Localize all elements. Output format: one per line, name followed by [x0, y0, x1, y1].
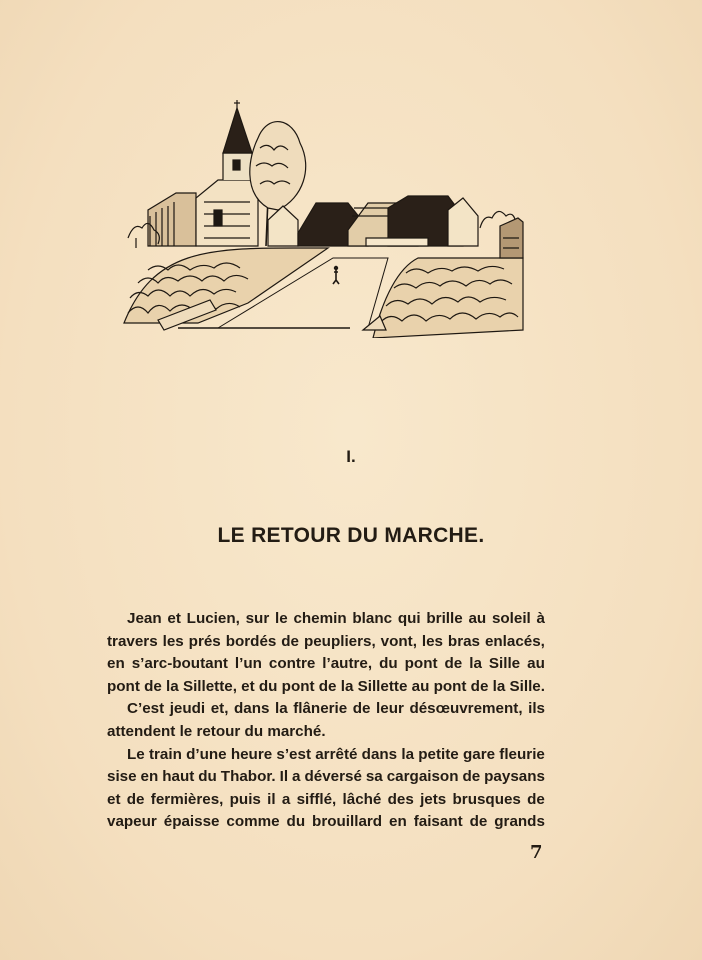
word: épaisse [163, 813, 220, 831]
word: leur [376, 700, 404, 718]
word: bras [447, 632, 481, 650]
word: en [140, 768, 159, 786]
word: puis [229, 790, 261, 808]
word: jeudi [169, 700, 206, 718]
word: travers [107, 632, 158, 650]
word: gare [462, 745, 496, 763]
word: brille [426, 610, 463, 627]
word: brusques [452, 790, 521, 808]
word: Il [279, 768, 289, 786]
word: chemin [293, 610, 347, 627]
word: grands [494, 813, 545, 831]
word: cargaison [386, 768, 459, 786]
word: de [281, 632, 300, 650]
word: peupliers, [303, 632, 376, 650]
word: contre [268, 655, 316, 673]
word: s’arc-boutant [131, 655, 228, 673]
word: pont [404, 655, 438, 673]
word: vont, [380, 632, 417, 650]
chapter-number: I. [346, 447, 356, 466]
word: les [421, 632, 443, 650]
text-line [107, 766, 545, 789]
word: Lucien, [186, 610, 240, 627]
word: brouillard [312, 813, 383, 831]
word: fermières, [150, 790, 224, 808]
word: Jean [127, 610, 162, 627]
word: du [286, 813, 306, 831]
word: la [401, 745, 415, 763]
text-line-content: attendent le retour du marché. [107, 722, 326, 740]
word: arrêté [315, 745, 358, 763]
word: il [267, 790, 276, 808]
word: Le [127, 745, 145, 763]
word: qui [397, 610, 421, 627]
text-line-content: pont de la Sillette, et du pont de la Sillette au pont de la Sille. [107, 677, 545, 695]
word: fleurie [499, 745, 545, 763]
word: Thabor. [220, 768, 276, 786]
word: déversé [304, 768, 362, 786]
chapter-title: LE RETOUR DU MARCHE. [217, 524, 485, 547]
word: C’est [127, 700, 165, 718]
text-line [107, 653, 545, 676]
body-text [107, 608, 545, 834]
word: au [468, 610, 487, 627]
word: flânerie [293, 700, 348, 718]
word: heure [230, 745, 273, 763]
word: l’un [234, 655, 262, 673]
word: et, [210, 700, 229, 718]
word: à [536, 610, 545, 627]
word: et [167, 610, 181, 627]
word: sifflé, [296, 790, 337, 808]
village-church-illustration [118, 98, 530, 338]
word: blanc [352, 610, 393, 627]
word: prés [188, 632, 221, 650]
word: de [444, 655, 463, 673]
word: sise [107, 768, 137, 786]
word: au [527, 655, 545, 673]
word: s’est [276, 745, 312, 763]
word: sa [365, 768, 383, 786]
word: le [275, 610, 288, 627]
text-line [107, 744, 545, 767]
word: vapeur [107, 813, 157, 831]
page-number: 7 [530, 842, 543, 863]
word: haut [162, 768, 195, 786]
word: petite [418, 745, 459, 763]
word: a [292, 768, 301, 786]
word: de [527, 790, 545, 808]
text-line [107, 811, 545, 834]
text-line [107, 676, 545, 699]
word: dans [361, 745, 398, 763]
text-line [107, 789, 545, 812]
word: comme [226, 813, 280, 831]
word: des [387, 790, 414, 808]
word: sur [245, 610, 270, 627]
word: ils [528, 700, 545, 718]
word: la [274, 700, 288, 718]
word: en [389, 813, 407, 831]
word: la [469, 655, 482, 673]
word: désœuvrement, [409, 700, 523, 718]
word: d’une [186, 745, 227, 763]
word: de [352, 700, 371, 718]
word: jets [420, 790, 447, 808]
word: Sille [488, 655, 521, 673]
word: les [162, 632, 184, 650]
word: de [462, 768, 481, 786]
word: l’autre, [322, 655, 373, 673]
text-line [107, 608, 545, 631]
word: lâché [342, 790, 382, 808]
word: de [469, 813, 488, 831]
word: enlacés, [484, 632, 545, 650]
word: en [107, 655, 125, 673]
text-line [107, 698, 545, 721]
text-line [107, 631, 545, 654]
word: de [126, 790, 145, 808]
text-line [107, 721, 545, 744]
word: bordés [225, 632, 277, 650]
word: du [379, 655, 398, 673]
word: et [107, 790, 121, 808]
word: paysans [484, 768, 545, 786]
word: dans [233, 700, 270, 718]
word: faisant [413, 813, 463, 831]
word: du [198, 768, 217, 786]
word: soleil [491, 610, 531, 627]
word: train [148, 745, 182, 763]
word: a [281, 790, 291, 808]
